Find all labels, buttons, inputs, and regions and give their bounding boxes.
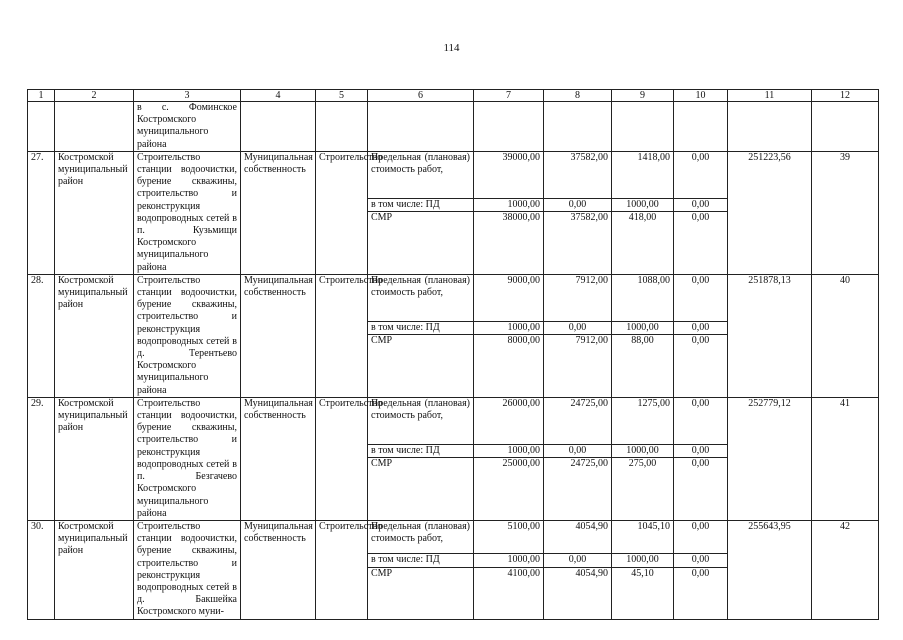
type-cell: Строительство (316, 151, 368, 274)
table-row (28, 274, 879, 321)
total-col8: 4054,90 (544, 520, 612, 553)
header-row (28, 90, 879, 102)
smr-col7: 8000,00 (474, 334, 544, 397)
total-col9: 1275,00 (612, 397, 674, 444)
ownership-cell: Муниципальная собственность (241, 151, 316, 274)
smr-label: СМР (368, 567, 474, 619)
continuation-row (28, 102, 879, 152)
col12-value: 40 (812, 274, 879, 397)
col11-value: 252779,12 (728, 397, 812, 520)
header-cell: 1 (28, 90, 55, 102)
header-cell: 6 (368, 90, 474, 102)
total-col7: 26000,00 (474, 397, 544, 444)
row-number: 29. (28, 397, 55, 520)
pd-col7: 1000,00 (474, 198, 544, 211)
object-cell: Строительство станции водоочистки, бурение скважины, строительство и реконструкция водопроводных сетей в д. Бакшейка Костромского муни- (134, 520, 241, 619)
smr-col7: 38000,00 (474, 211, 544, 274)
col11-value: 251878,13 (728, 274, 812, 397)
pd-col9: 1000,00 (612, 444, 674, 457)
pd-label: в том числе: ПД (368, 444, 474, 457)
cost-label: Предельная (плановая) стоимость работ, (368, 397, 474, 444)
pd-col8: 0,00 (544, 321, 612, 334)
pd-col9: 1000,00 (612, 321, 674, 334)
header-cell: 10 (674, 90, 728, 102)
total-col8: 37582,00 (544, 151, 612, 198)
smr-col7: 25000,00 (474, 457, 544, 520)
smr-col10: 0,00 (674, 334, 728, 397)
total-col7: 39000,00 (474, 151, 544, 198)
pd-col10: 0,00 (674, 444, 728, 457)
row-number: 27. (28, 151, 55, 274)
total-col10: 0,00 (674, 151, 728, 198)
district-cell: Костромской муниципальный район (55, 274, 134, 397)
total-col10: 0,00 (674, 274, 728, 321)
smr-col10: 0,00 (674, 567, 728, 619)
ownership-cell: Муниципальная собственность (241, 274, 316, 397)
type-cell: Строительство (316, 274, 368, 397)
col11-value: 255643,95 (728, 520, 812, 619)
total-col10: 0,00 (674, 397, 728, 444)
table-row (28, 397, 879, 444)
header-cell: 8 (544, 90, 612, 102)
smr-col8: 4054,90 (544, 567, 612, 619)
pd-col7: 1000,00 (474, 444, 544, 457)
smr-col10: 0,00 (674, 211, 728, 274)
table-row (28, 151, 879, 198)
smr-col9: 418,00 (612, 211, 674, 274)
object-cell: Строительство станции водоочистки, бурение скважины, строительство и реконструкция водопроводных сетей в п. Безгачево Костромского муниципального района (134, 397, 241, 520)
type-cell: Строительство (316, 397, 368, 520)
smr-col8: 37582,00 (544, 211, 612, 274)
header-cell: 12 (812, 90, 879, 102)
pd-col7: 1000,00 (474, 554, 544, 567)
district-cell: Костромской муниципальный район (55, 151, 134, 274)
object-cell: в с. Фоминское Костромского муниципального района (134, 102, 241, 152)
header-cell: 2 (55, 90, 134, 102)
col11-value: 251223,56 (728, 151, 812, 274)
total-col9: 1418,00 (612, 151, 674, 198)
smr-label: СМР (368, 334, 474, 397)
investment-table (27, 89, 879, 620)
pd-col9: 1000,00 (612, 198, 674, 211)
total-col8: 7912,00 (544, 274, 612, 321)
ownership-cell: Муниципальная собственность (241, 397, 316, 520)
cost-label: Предельная (плановая) стоимость работ, (368, 520, 474, 553)
total-col9: 1088,00 (612, 274, 674, 321)
pd-col10: 0,00 (674, 554, 728, 567)
pd-col9: 1000,00 (612, 554, 674, 567)
total-col9: 1045,10 (612, 520, 674, 553)
smr-col9: 275,00 (612, 457, 674, 520)
header-cell: 5 (316, 90, 368, 102)
header-cell: 11 (728, 90, 812, 102)
header-cell: 4 (241, 90, 316, 102)
header-cell: 7 (474, 90, 544, 102)
table-row (28, 520, 879, 553)
cost-label: Предельная (плановая) стоимость работ, (368, 274, 474, 321)
district-cell: Костромской муниципальный район (55, 397, 134, 520)
header-cell: 9 (612, 90, 674, 102)
pd-col7: 1000,00 (474, 321, 544, 334)
smr-col8: 7912,00 (544, 334, 612, 397)
type-cell: Строительство (316, 520, 368, 619)
total-col7: 5100,00 (474, 520, 544, 553)
pd-col8: 0,00 (544, 444, 612, 457)
smr-col10: 0,00 (674, 457, 728, 520)
col12-value: 41 (812, 397, 879, 520)
total-col10: 0,00 (674, 520, 728, 553)
smr-label: СМР (368, 457, 474, 520)
district-cell: Костромской муниципальный район (55, 520, 134, 619)
pd-label: в том числе: ПД (368, 554, 474, 567)
pd-label: в том числе: ПД (368, 321, 474, 334)
header-cell: 3 (134, 90, 241, 102)
col12-value: 42 (812, 520, 879, 619)
total-col8: 24725,00 (544, 397, 612, 444)
smr-col9: 88,00 (612, 334, 674, 397)
page-number: 114 (443, 42, 460, 54)
row-number: 28. (28, 274, 55, 397)
pd-col10: 0,00 (674, 321, 728, 334)
pd-col8: 0,00 (544, 198, 612, 211)
row-number: 30. (28, 520, 55, 619)
total-col7: 9000,00 (474, 274, 544, 321)
cost-label: Предельная (плановая) стоимость работ, (368, 151, 474, 198)
pd-label: в том числе: ПД (368, 198, 474, 211)
smr-col7: 4100,00 (474, 567, 544, 619)
pd-col10: 0,00 (674, 198, 728, 211)
smr-col8: 24725,00 (544, 457, 612, 520)
object-cell: Строительство станции водоочистки, бурение скважины, строительство и реконструкция водопроводных сетей в п. Кузьмищи Костромского муниципального района (134, 151, 241, 274)
col12-value: 39 (812, 151, 879, 274)
ownership-cell: Муниципальная собственность (241, 520, 316, 619)
pd-col8: 0,00 (544, 554, 612, 567)
object-cell: Строительство станции водоочистки, бурение скважины, строительство и реконструкция водопроводных сетей в д. Терентьево Костромского муниципального района (134, 274, 241, 397)
smr-label: СМР (368, 211, 474, 274)
smr-col9: 45,10 (612, 567, 674, 619)
